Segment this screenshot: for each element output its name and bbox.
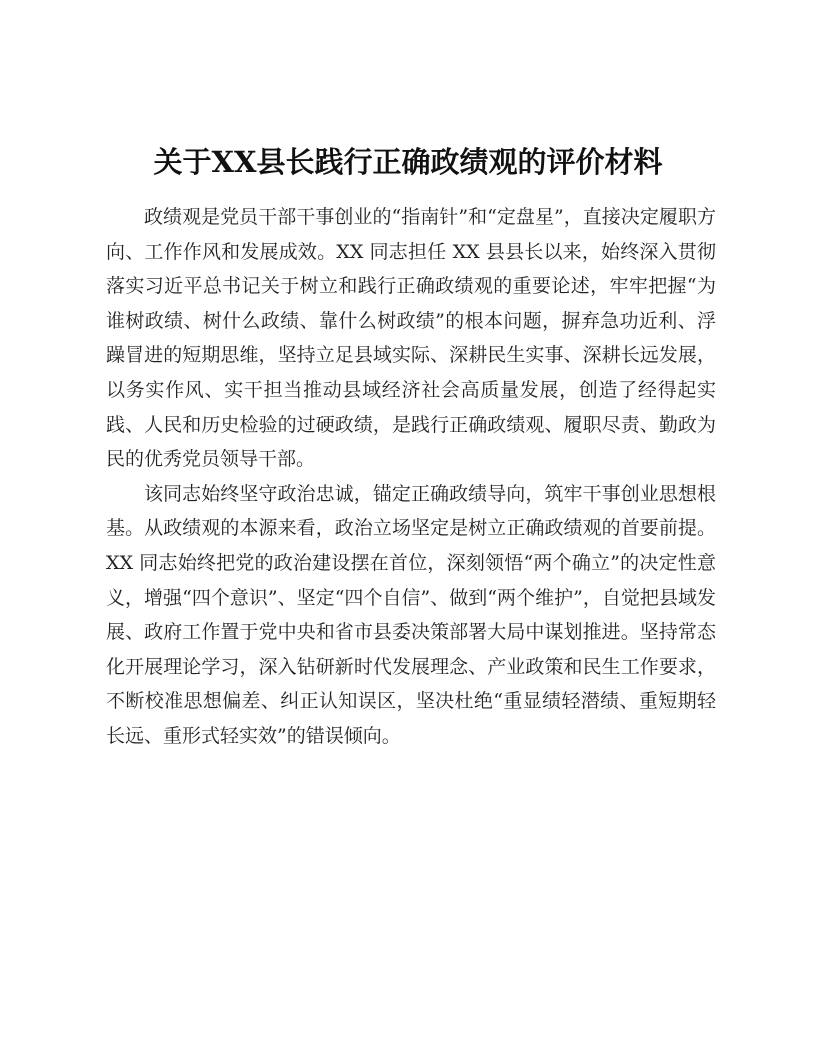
paragraph-2: 该同志始终坚守政治忠诚，锚定正确政绩导向，筑牢干事创业思想根基。从政绩观的本源来看，政治立场坚定是树立正确政绩观的首要前提。XX 同志始终把党的政治建设摆在首位，深刻领悟“两个确立”的决定性意义，增强“四个意识”、坚定“四个自信”、做到“两个维护”，自觉把县域发展、政府工作置于党中央和省市县委决策部署大局中谋划推进。坚持常态化开展理论学习，深入钻研新时代发展理念、产业政策和民生工作要求，不断校准思想偏差、纠正认知误区，坚决杜绝“重显绩轻潜绩、重短期轻长远、重形式轻实效”的错误倾向。 xyxy=(106,482,716,747)
paragraph-1: 政绩观是党员干部干事创业的“指南针”和“定盘星”，直接决定履职方向、工作作风和发展成效。XX 同志担任 XX 县县长以来，始终深入贯彻落实习近平总书记关于树立和践行正确政绩观的重要论述，牢牢把握“为谁树政绩、树什么政绩、靠什么树政绩”的根本问题，摒弃急功近利、浮躁冒进的短期思维，坚持立足县域实际、深耕民生实事、深耕长远发展，以务实作风、实干担当推动县域经济社会高质量发展，创造了经得起实践、人民和历史检验的过硬政绩，是践行正确政绩观、履职尽责、勤政为民的优秀党员领导干部。 xyxy=(106,206,716,471)
document-body xyxy=(106,200,716,754)
document-title: 关于XX县长践行正确政绩观的评价材料 xyxy=(153,145,663,179)
